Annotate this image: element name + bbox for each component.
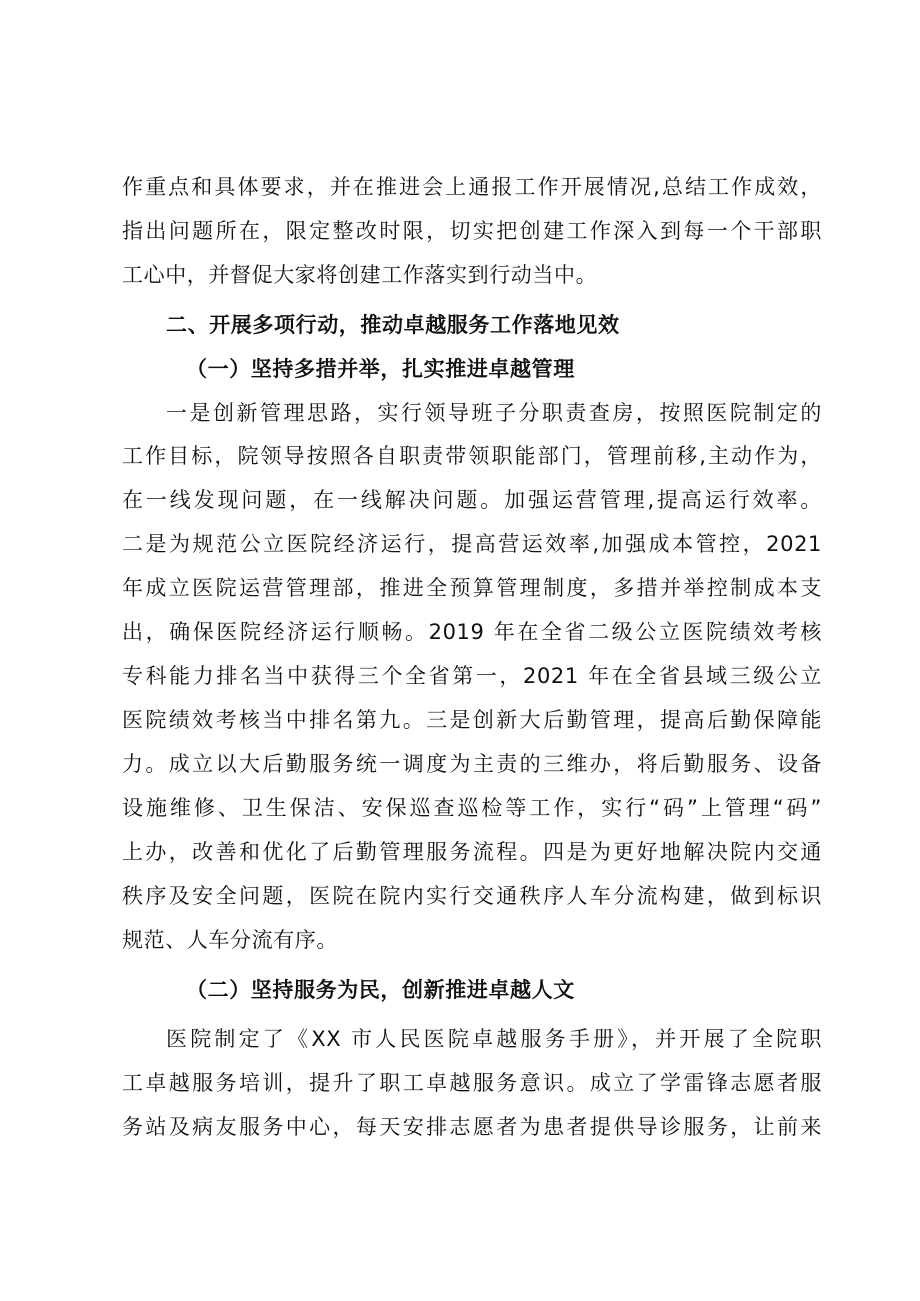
body-text-line: 工作目标，院领导按照各自职责带领职能部门，管理前移,主动作为， [122,444,822,468]
body-text-line: 力。成立以大后勤服务统一调度为主责的三维办，将后勤服务、设备 [122,752,822,776]
body-text-line: 在一线发现问题，在一线解决问题。加强运营管理,提高运行效率。 [122,488,822,512]
body-text-line: 医院绩效考核当中排名第九。三是创新大后勤管理，提高后勤保障能 [122,708,822,732]
body-text-line: 工卓越服务培训，提升了职工卓越服务意识。成立了学雷锋志愿者服 [122,1071,822,1095]
body-text-line: 专科能力排名当中获得三个全省第一，2021 年在全省县域三级公立 [122,664,822,688]
body-text-line: 指出问题所在，限定整改时限，切实把创建工作深入到每一个干部职 [122,219,822,243]
body-text-line: 上办，改善和优化了后勤管理服务流程。四是为更好地解决院内交通 [122,840,822,864]
body-text-line: 务站及病友服务中心，每天安排志愿者为患者提供导诊服务，让前来 [122,1115,822,1139]
section-heading: 二、开展多项行动，推动卓越服务工作落地见效 [166,313,620,337]
body-text-line: 秩序及安全问题，医院在院内实行交通秩序人车分流构建，做到标识 [122,884,822,908]
body-text-line: 工心中，并督促大家将创建工作落实到行动当中。 [122,263,598,287]
body-text-line: 出，确保医院经济运行顺畅。2019 年在全省二级公立医院绩效考核 [122,620,822,644]
body-text-line: 规范、人车分流有序。 [122,928,338,952]
subsection-heading: （二）坚持服务为民，创新推进卓越人文 [186,978,575,1002]
body-text-line: 二是为规范公立医院经济运行，提高营运效率,加强成本管控，2021 [122,532,822,556]
body-text-line: 作重点和具体要求，并在推进会上通报工作开展情况,总结工作成效， [122,175,822,199]
body-text-line: 设施维修、卫生保洁、安保巡查巡检等工作，实行“码”上管理“码” [122,796,822,820]
body-text-line: 一是创新管理思路，实行领导班子分职责查房，按照医院制定的 [166,401,822,425]
subsection-heading: （一）坚持多措并举，扎实推进卓越管理 [186,357,575,381]
body-text-line: 医院制定了《XX 市人民医院卓越服务手册》，并开展了全院职 [166,1027,822,1051]
body-text-line: 年成立医院运营管理部，推进全预算管理制度，多措并举控制成本支 [122,576,822,600]
